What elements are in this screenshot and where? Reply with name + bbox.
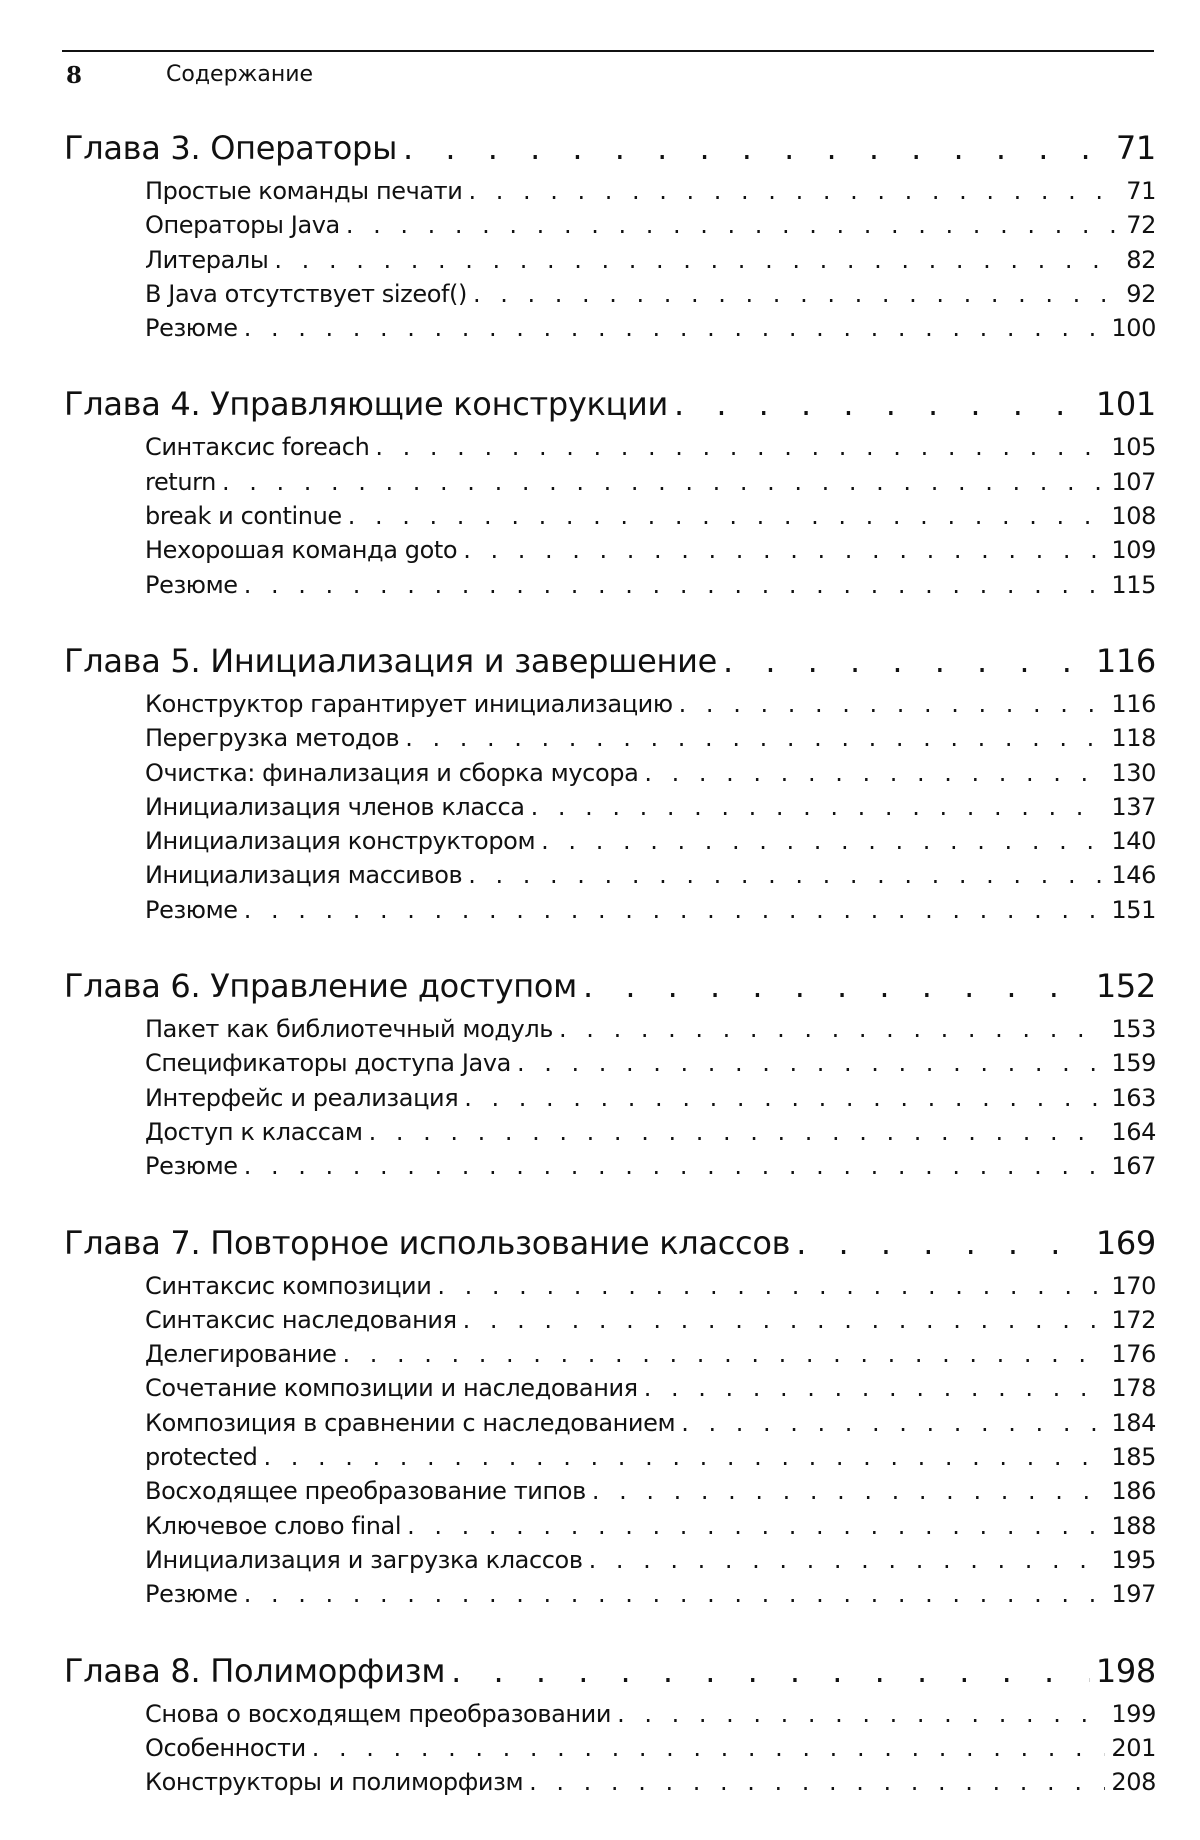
toc-entry: [64, 1440, 1156, 1474]
entry-title: Синтаксис композиции: [145, 1271, 432, 1300]
chapter-heading: [64, 960, 1156, 1012]
dot-leader: [463, 1303, 1106, 1337]
toc-entry: [64, 430, 1156, 464]
entry-title: Нехорошая команда goto: [145, 536, 458, 565]
entry-page-number: 167: [1111, 1152, 1156, 1181]
toc-entry: [64, 1543, 1156, 1577]
entry-title: Сочетание композиции и наследования: [145, 1374, 638, 1403]
entry-page-number: 130: [1111, 758, 1156, 787]
toc-entry: [64, 1509, 1156, 1543]
dot-leader: [437, 1269, 1105, 1303]
entry-title: Простые команды печати: [145, 177, 463, 205]
dot-leader: [348, 499, 1106, 533]
entry-title: Инициализация членов класса: [145, 792, 525, 821]
entry-title: Доступ к классам: [145, 1117, 363, 1146]
dot-leader: [559, 1012, 1105, 1046]
entry-title: Операторы Java: [145, 211, 340, 240]
dot-leader: [244, 1577, 1106, 1611]
toc-entry: [64, 533, 1156, 567]
entry-page-number: 146: [1111, 861, 1156, 890]
toc-entry: [64, 1012, 1156, 1046]
dot-leader: [369, 1115, 1106, 1149]
entry-page-number: 153: [1111, 1015, 1156, 1044]
dot-leader: [679, 687, 1106, 721]
toc-chapter: [64, 1645, 1156, 1800]
dot-leader: [617, 1697, 1105, 1731]
toc-entry: [64, 1474, 1156, 1508]
entry-page-number: 82: [1126, 245, 1156, 274]
dot-leader: [342, 1337, 1105, 1371]
entry-page-number: 108: [1111, 502, 1156, 531]
entry-title: В Java отсутствует sizeof(): [145, 279, 467, 308]
toc-entry: [64, 208, 1156, 242]
toc-chapter: [64, 122, 1156, 345]
entry-title: break и continue: [145, 502, 342, 531]
entry-page-number: 199: [1111, 1699, 1156, 1728]
chapter-heading: [64, 1217, 1156, 1269]
toc-entry: [64, 824, 1156, 858]
entry-title: Делегирование: [145, 1340, 337, 1369]
toc-entry: [64, 687, 1156, 721]
entry-page-number: 170: [1111, 1271, 1156, 1300]
entry-title: Резюме: [145, 895, 238, 924]
entry-title: Снова о восходящем преобразовании: [145, 1699, 612, 1728]
toc-entry: [64, 721, 1156, 755]
entry-title: Резюме: [145, 314, 238, 343]
toc-entry: [64, 1337, 1156, 1371]
chapter-page-number: 101: [1095, 385, 1156, 424]
dot-leader: [517, 1046, 1105, 1080]
toc-entry: [64, 568, 1156, 602]
entry-page-number: 208: [1111, 1768, 1156, 1797]
entry-title: Особенности: [145, 1733, 306, 1762]
entry-title: Резюме: [145, 1152, 238, 1181]
dot-leader: [407, 1509, 1105, 1543]
chapter-title: Глава 4. Управляющие конструкции: [64, 385, 668, 424]
entry-title: Пакет как библиотечный модуль: [145, 1015, 554, 1044]
chapter-title: Глава 8. Полиморфизм: [64, 1651, 446, 1690]
entry-title: Синтаксис наследования: [145, 1305, 457, 1334]
entry-page-number: 151: [1111, 895, 1156, 924]
toc-chapter: [64, 960, 1156, 1183]
dot-leader: [723, 635, 1090, 687]
entry-title: Инициализация и загрузка классов: [145, 1545, 583, 1574]
dot-leader: [464, 1081, 1105, 1115]
entry-page-number: 185: [1111, 1443, 1156, 1472]
entry-page-number: 116: [1111, 689, 1156, 718]
chapter-page-number: 169: [1095, 1223, 1156, 1262]
entry-page-number: 188: [1111, 1511, 1156, 1540]
toc-entry: [64, 1046, 1156, 1080]
page-number: 8: [66, 62, 83, 89]
entry-page-number: 109: [1111, 536, 1156, 565]
dot-leader: [541, 824, 1105, 858]
entry-page-number: 140: [1111, 827, 1156, 856]
dot-leader: [222, 465, 1105, 499]
chapter-heading: [64, 635, 1156, 687]
entry-page-number: 92: [1126, 279, 1156, 308]
dot-leader: [531, 790, 1106, 824]
dot-leader: [589, 1543, 1106, 1577]
entry-title: Восходящее преобразование типов: [145, 1477, 586, 1506]
dot-leader: [244, 1149, 1106, 1183]
running-head: [62, 50, 1154, 98]
toc-entry: [64, 858, 1156, 892]
dot-leader: [274, 243, 1120, 277]
entry-page-number: 107: [1111, 467, 1156, 496]
entry-page-number: 195: [1111, 1545, 1156, 1574]
toc-entry: [64, 893, 1156, 927]
entry-page-number: 100: [1111, 314, 1156, 343]
chapter-title: Глава 3. Операторы: [64, 129, 398, 167]
entry-title: Очистка: финализация и сборка мусора: [145, 758, 639, 787]
toc-entry: [64, 1577, 1156, 1611]
dot-leader: [244, 893, 1106, 927]
dot-leader: [796, 1217, 1090, 1269]
section-title: Содержание: [166, 62, 314, 87]
toc-entry: [64, 311, 1156, 345]
entry-page-number: 137: [1111, 792, 1156, 821]
chapter-title: Глава 5. Инициализация и завершение: [64, 641, 717, 680]
entry-title: Перегрузка методов: [145, 724, 400, 753]
entry-page-number: 71: [1126, 177, 1156, 205]
chapter-title: Глава 7. Повторное использование классов: [64, 1223, 791, 1262]
chapter-title: Глава 6. Управление доступом: [64, 967, 577, 1006]
toc-entry: [64, 790, 1156, 824]
dot-leader: [583, 960, 1090, 1012]
toc-entry: [64, 174, 1156, 208]
toc-entry: [64, 1371, 1156, 1405]
dot-leader: [312, 1731, 1106, 1765]
entry-title: Синтаксис foreach: [145, 433, 370, 462]
chapter-heading: [64, 122, 1156, 174]
dot-leader: [405, 721, 1105, 755]
dot-leader: [463, 533, 1105, 567]
toc-entry: [64, 1765, 1156, 1799]
dot-leader: [529, 1765, 1105, 1799]
toc-entry: [64, 277, 1156, 311]
toc-entry: [64, 1731, 1156, 1765]
entry-page-number: 184: [1111, 1408, 1156, 1437]
toc-entry: [64, 1149, 1156, 1183]
entry-page-number: 164: [1111, 1117, 1156, 1146]
dot-leader: [403, 122, 1110, 174]
entry-title: Литералы: [145, 245, 269, 274]
entry-page-number: 105: [1111, 433, 1156, 462]
dot-leader: [263, 1440, 1105, 1474]
entry-page-number: 163: [1111, 1083, 1156, 1112]
entry-page-number: 197: [1111, 1580, 1156, 1609]
entry-title: Конструктор гарантирует инициализацию: [145, 689, 673, 718]
table-of-contents: [64, 122, 1156, 1832]
dot-leader: [644, 756, 1105, 790]
dot-leader: [644, 1371, 1106, 1405]
toc-entry: [64, 1303, 1156, 1337]
chapter-page-number: 198: [1095, 1651, 1156, 1690]
entry-title: Конструкторы и полиморфизм: [145, 1768, 524, 1797]
dot-leader: [346, 208, 1120, 242]
chapter-page-number: 116: [1095, 641, 1156, 680]
entry-page-number: 118: [1111, 724, 1156, 753]
chapter-page-number: 152: [1095, 967, 1156, 1006]
entry-title: return: [145, 467, 216, 496]
entry-page-number: 178: [1111, 1374, 1156, 1403]
entry-title: Инициализация массивов: [145, 861, 463, 890]
toc-entry: [64, 499, 1156, 533]
entry-title: protected: [145, 1443, 258, 1472]
dot-leader: [468, 174, 1120, 208]
dot-leader: [375, 430, 1105, 464]
toc-chapter: [64, 378, 1156, 601]
dot-leader: [592, 1474, 1106, 1508]
entry-title: Интерфейс и реализация: [145, 1083, 459, 1112]
entry-title: Ключевое слово final: [145, 1511, 402, 1540]
chapter-page-number: 71: [1115, 129, 1156, 167]
toc-entry: [64, 243, 1156, 277]
toc-entry: [64, 1697, 1156, 1731]
entry-page-number: 115: [1111, 570, 1156, 599]
toc-entry: [64, 1406, 1156, 1440]
toc-entry: [64, 756, 1156, 790]
toc-chapter: [64, 635, 1156, 927]
toc-chapter: [64, 1217, 1156, 1612]
entry-title: Инициализация конструктором: [145, 827, 536, 856]
chapter-heading: [64, 378, 1156, 430]
toc-entry: [64, 465, 1156, 499]
dot-leader: [473, 277, 1120, 311]
entry-page-number: 172: [1111, 1305, 1156, 1334]
entry-page-number: 159: [1111, 1049, 1156, 1078]
dot-leader: [451, 1645, 1090, 1697]
dot-leader: [244, 568, 1106, 602]
dot-leader: [244, 311, 1106, 345]
chapter-heading: [64, 1645, 1156, 1697]
dot-leader: [468, 858, 1105, 892]
dot-leader: [674, 378, 1090, 430]
toc-entry: [64, 1115, 1156, 1149]
entry-page-number: 176: [1111, 1340, 1156, 1369]
entry-page-number: 201: [1111, 1733, 1156, 1762]
entry-page-number: 186: [1111, 1477, 1156, 1506]
entry-title: Резюме: [145, 1580, 238, 1609]
entry-title: Резюме: [145, 570, 238, 599]
toc-entry: [64, 1081, 1156, 1115]
entry-title: Композиция в сравнении с наследованием: [145, 1408, 676, 1437]
toc-entry: [64, 1269, 1156, 1303]
dot-leader: [681, 1406, 1105, 1440]
entry-title: Спецификаторы доступа Java: [145, 1049, 511, 1078]
entry-page-number: 72: [1126, 211, 1156, 240]
